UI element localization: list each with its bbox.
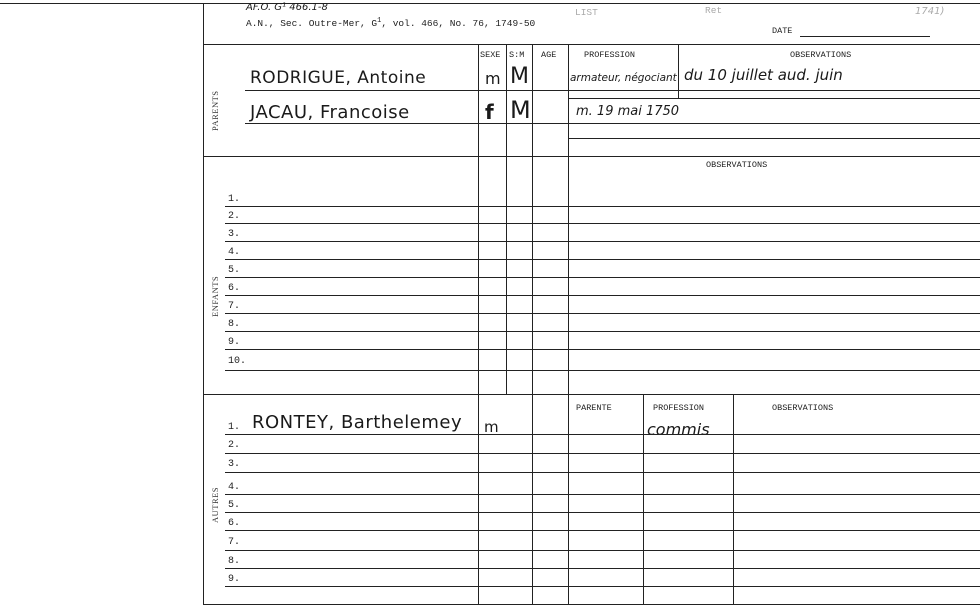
- enfant-row-line: [225, 277, 980, 278]
- autres-top-border: [203, 394, 980, 395]
- enfant-row-line: [225, 241, 980, 242]
- date-line: [800, 36, 930, 37]
- autre-sexe: m: [484, 418, 500, 436]
- parent-observations: du 10 juillet aud. juin: [684, 66, 843, 84]
- parent-row-line: [245, 123, 980, 124]
- parent-profession: m. 19 mai 1750: [576, 104, 680, 119]
- col-header-observations: OBSERVATIONS: [772, 403, 834, 413]
- enfant-row-number: 7.: [228, 301, 241, 312]
- parent-profession: armateur, négociant: [570, 72, 677, 84]
- enfants-top-border: [203, 156, 980, 157]
- list-label: LIST: [575, 7, 598, 18]
- enfant-row-line: [225, 259, 980, 260]
- parents-col-line: [532, 44, 533, 157]
- autre-row-number: 6.: [228, 518, 241, 529]
- form-left-border: [203, 3, 204, 605]
- autres-col-line: [733, 394, 734, 605]
- parent-sexe: f: [485, 100, 495, 124]
- enfant-row-line: [225, 313, 980, 314]
- col-header-sm: S:M: [509, 50, 525, 60]
- section-label-enfants: ENFANTS: [210, 275, 220, 317]
- autre-profession: commis: [647, 420, 710, 439]
- autre-name: RONTEY, Barthelemey: [252, 412, 463, 433]
- autre-row-line: [225, 434, 980, 435]
- parent-row-line: [568, 138, 980, 139]
- autre-row-line: [225, 453, 980, 454]
- col-header-profession: PROFESSION: [584, 50, 636, 60]
- date-label: DATE: [772, 26, 793, 36]
- col-header-parente: PARENTE: [576, 403, 612, 413]
- autre-row-number: 4.: [228, 482, 241, 493]
- enfants-col-line: [506, 156, 507, 394]
- autre-row-number: 7.: [228, 537, 241, 548]
- enfant-row-number: 2.: [228, 211, 241, 222]
- autre-row-line: [225, 586, 980, 587]
- top-right-note: 1741): [915, 6, 945, 17]
- autres-col-line: [568, 394, 569, 605]
- autre-row-number: 5.: [228, 500, 241, 511]
- col-header-sexe: SEXE: [480, 50, 501, 60]
- section-label-autres: AUTRES: [210, 486, 220, 524]
- parent-row-line: [568, 98, 980, 99]
- parent-name: RODRIGUE, Antoine: [250, 68, 427, 88]
- archive-ref-handwritten: AF.O. G¹ 466.1-8: [246, 2, 328, 13]
- autre-row-number: 1.: [228, 422, 241, 433]
- autre-row-line: [225, 494, 980, 495]
- parent-sexe: m: [485, 69, 502, 88]
- enfants-observations-header: OBSERVATIONS: [706, 160, 768, 170]
- parents-top-border: [203, 44, 980, 45]
- enfant-row-line: [225, 331, 980, 332]
- autre-row-line: [225, 472, 980, 473]
- autre-row-line: [225, 530, 980, 531]
- autre-row-line: [225, 568, 980, 569]
- enfant-row-line: [225, 370, 980, 371]
- enfant-row-number: 4.: [228, 247, 241, 258]
- autre-row-number: 2.: [228, 440, 241, 451]
- autres-col-line: [643, 394, 644, 605]
- top-right-faint: Ret: [705, 5, 723, 16]
- autres-col-line: [532, 394, 533, 605]
- enfants-col-line: [532, 156, 533, 394]
- enfant-row-number: 10.: [228, 356, 247, 367]
- enfant-row-number: 3.: [228, 229, 241, 240]
- enfant-row-number: 5.: [228, 265, 241, 276]
- autres-col-line: [478, 394, 479, 605]
- autre-row-number: 3.: [228, 459, 241, 470]
- enfant-row-number: 9.: [228, 337, 241, 348]
- autre-row-line: [225, 550, 980, 551]
- parents-col-line: [506, 44, 507, 157]
- parent-sm: M: [510, 64, 530, 89]
- parents-col-line: [478, 44, 479, 157]
- autre-row-number: 9.: [228, 574, 241, 585]
- form-bottom-border: [203, 604, 980, 605]
- enfants-col-line: [478, 156, 479, 394]
- parents-col-line: [568, 44, 569, 157]
- parent-name: JACAU, Francoise: [250, 102, 410, 123]
- parent-sm: M: [510, 96, 532, 124]
- col-header-observations: OBSERVATIONS: [790, 50, 852, 60]
- autre-row-line: [225, 512, 980, 513]
- enfant-row-number: 1.: [228, 194, 241, 205]
- enfant-row-line: [225, 206, 980, 207]
- parent-row-line: [245, 90, 980, 91]
- top-rule: [0, 3, 980, 4]
- enfant-row-line: [225, 223, 980, 224]
- enfant-row-number: 6.: [228, 283, 241, 294]
- enfant-row-line: [225, 349, 980, 350]
- enfant-row-line: [225, 295, 980, 296]
- section-label-parents: PARENTS: [210, 90, 220, 131]
- autre-row-number: 8.: [228, 556, 241, 567]
- enfant-row-number: 8.: [228, 319, 241, 330]
- col-header-age: AGE: [541, 50, 557, 60]
- col-header-profession: PROFESSION: [653, 403, 705, 413]
- source-citation: A.N., Sec. Outre-Mer, $G^1$, vol. 466, No. 76, 1749-50: [246, 17, 536, 30]
- enfants-col-line: [568, 156, 569, 394]
